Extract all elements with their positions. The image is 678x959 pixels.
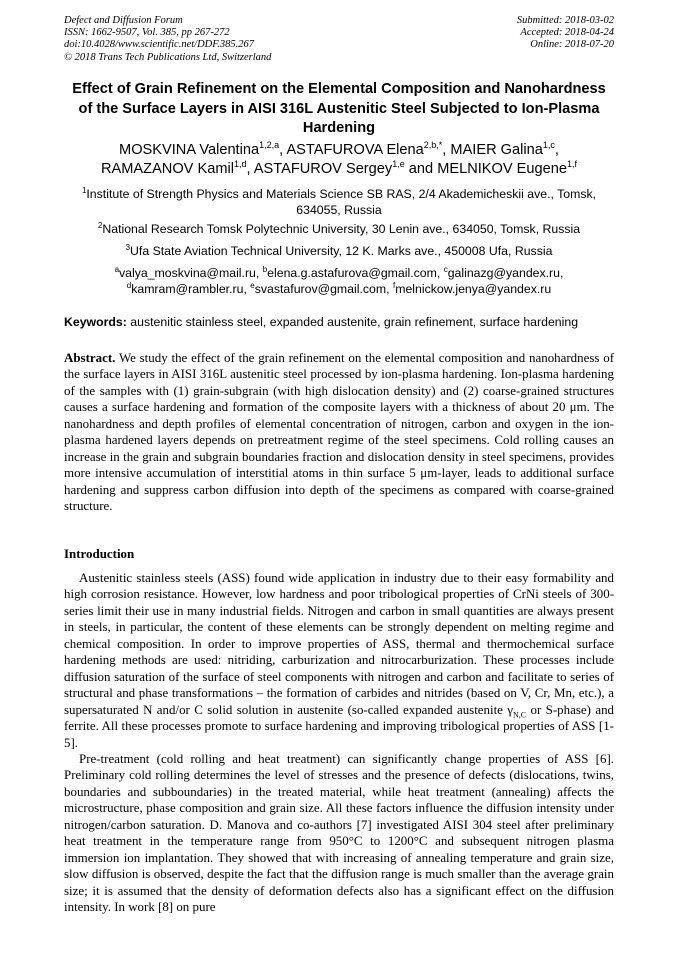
paragraph-text: or S-phase) and ferrite. All these processes promote to surface hardening and improving tribological properties of ASS [1-5]. [64, 701, 615, 750]
affiliation-3 [64, 244, 614, 260]
keywords-label: Keywords: [64, 315, 127, 329]
abstract-text: We study the effect of the grain refinement on the elemental composition and nanohardness of the surface layers in AISI 316L austenitic steel processed by ion-plasma hardening. Ion-plasma hardening of the samples with (1) grain-subgrain (with high dislocation density) and (2) coarse-grained structures causes a surface hardening and formation of the composite layers with a thickness of about 20 μm. The nanohardness and depth profiles of elemental concentration of nitrogen, carbon and oxygen in the ion-plasma hardened layers depends on pretreatment regime of the steel specimens. Cold rolling causes an increase in the grain and subgrain boundaries fraction and dislocation density in steel specimens, provides more intensive accumulation of interstitial atoms in thin surface 5 μm-layer, leads to additional surface hardening and suppress carbon diffusion into depth of the specimens as compared with coarse-grained structure. [64, 350, 614, 514]
subscript-text: N,C [513, 710, 527, 720]
submitted-date: Submitted: 2018-03-02 [516, 15, 614, 26]
affiliation-text: Institute of Strength Physics and Materials Science SB RAS, 2/4 Akademicheskii ave., Tomsk, 634055, Russia [86, 187, 597, 217]
email-address[interactable]: kamram@rambler.ru, [131, 281, 251, 296]
author-name: RAMAZANOV Kamil [100, 161, 234, 177]
email-address[interactable]: galinazg@yandex.ru, [447, 266, 564, 280]
journal-header-left [64, 15, 271, 64]
author-separator: and [404, 161, 438, 177]
copyright-line: © 2018 Trans Tech Publications Ltd, Switzerland [64, 51, 272, 63]
email-marker: f [392, 280, 396, 290]
online-date: Online: 2018-07-20 [530, 39, 614, 51]
author-name: ASTAFUROV Sergey [253, 161, 393, 177]
email-address[interactable]: valya_moskvina@mail.ru, [119, 266, 263, 280]
email-marker: e [250, 280, 255, 290]
paper-title: Effect of Grain Refinement on the Elemental Composition and Nanohardness of the Surface Layers in AISI 316L Austenitic Steel Subjected to Ion-Plasma Hardening [72, 81, 606, 136]
author-separator: , [279, 142, 287, 158]
email-address[interactable]: elena.g.astafurova@gmail.com, [267, 266, 444, 280]
author-separator: , [554, 142, 559, 158]
author-superscript: 1,c [542, 140, 555, 150]
keywords-text: austenitic stainless steel, expanded austenite, grain refinement, surface hardening [126, 315, 579, 329]
paragraph-text: Austenitic stainless steels (ASS) found wide application in industry due to their easy formability and high corrosion resistance. However, low hardness and poor tribological properties of CrNi steels of 300-series limit their use in many industrial fields. Nitrogen and carbon in small quantities are always present in steels, in particular, the content of these elements can be strongly dependent on melting regime and chemical composition. In order to improve properties of ASS, thermal and thermochemical surface hardening methods are used: nitriding, carburization and nitrocarburization. These processes include diffusion saturation of the surface of steel components with nitrogen and carbon and facilitate to series of structural and phase transformations – the formation of carbides and nitrides (based on V, Cr, Mn, etc.), a supersaturated N and/or C solid solution in austenite (so-called expanded austenite γ [64, 570, 614, 717]
issn-line: ISSN: 1662-9507, Vol. 385, pp 267-272 [64, 27, 230, 39]
email-marker: b [262, 265, 268, 274]
author-superscript: 2,b,* [423, 140, 443, 150]
affiliation-marker: 1 [81, 186, 87, 195]
author-superscript: 1,e [392, 159, 405, 169]
author-superscript: 1,d [233, 159, 247, 169]
journal-header-right [517, 15, 614, 52]
email-address[interactable]: svastafurov@gmail.com, [254, 281, 393, 296]
abstract-block [64, 350, 614, 515]
affiliation-marker: 3 [125, 243, 131, 252]
author-name: MAIER Galina [450, 142, 543, 158]
email-address[interactable]: melnickow.jenya@yandex.ru [395, 281, 552, 296]
affiliation-text: National Research Tomsk Polytechnic University, 30 Lenin ave., 634050, Tomsk, Russia [102, 222, 581, 236]
introduction-paragraph-1 [64, 570, 614, 751]
author-name: ASTAFUROVA Elena [286, 142, 424, 158]
author-name: MOSKVINA Valentina [119, 142, 260, 158]
author-separator: , [442, 142, 451, 158]
introduction-paragraph-2: Pre-treatment (cold rolling and heat treatment) can significantly change properties of ASS [6]. Preliminary cold rolling determines the level of stresses and the presence of defects (dislocations, twins, boundaries and subboundaries) in the treated material, while heat treatment (annealing) affects the microstructure, phase composition and grain size. All these factors influence the diffusion intensity under nitrogen/carbon saturation. D. Manova and co-authors [7] investigated AISI 304 steel after preliminary heat treatment in the temperature range from 950°C to 1200°C and subsequent nitrogen plasma immersion ion implantation. They showed that with increasing of annealing temperature and grain size, slow diffusion is observed, despite the fact that the diffusion range is much smaller than the average grain size; it is assumed that the density of deformation defects also has a significant effect on the diffusion intensity. In work [8] on pure [64, 751, 614, 915]
email-marker: a [114, 265, 120, 274]
affiliation-2 [64, 222, 614, 238]
keywords-line [64, 315, 624, 330]
introduction-heading: Introduction [64, 546, 135, 561]
email-marker: d [126, 280, 132, 290]
author-separator: , [246, 161, 254, 177]
author-superscript: 1,2,a [259, 140, 280, 150]
email-marker: c [443, 265, 448, 274]
journal-name: Defect and Diffusion Forum [64, 15, 183, 26]
author-superscript: 1,f [566, 159, 577, 169]
author-name: MELNIKOV Eugene [437, 161, 567, 177]
doi-line: doi:10.4028/www.scientific.net/DDF.385.267 [64, 39, 255, 51]
email-list [64, 266, 614, 297]
affiliation-marker: 2 [97, 221, 103, 230]
abstract-label: Abstract. [64, 350, 116, 365]
affiliation-text: Ufa State Aviation Technical University, 12 K. Marks ave., 450008 Ufa, Russia [130, 244, 553, 258]
author-list [64, 141, 614, 179]
accepted-date: Accepted: 2018-04-24 [520, 27, 614, 39]
affiliation-1 [64, 187, 614, 218]
